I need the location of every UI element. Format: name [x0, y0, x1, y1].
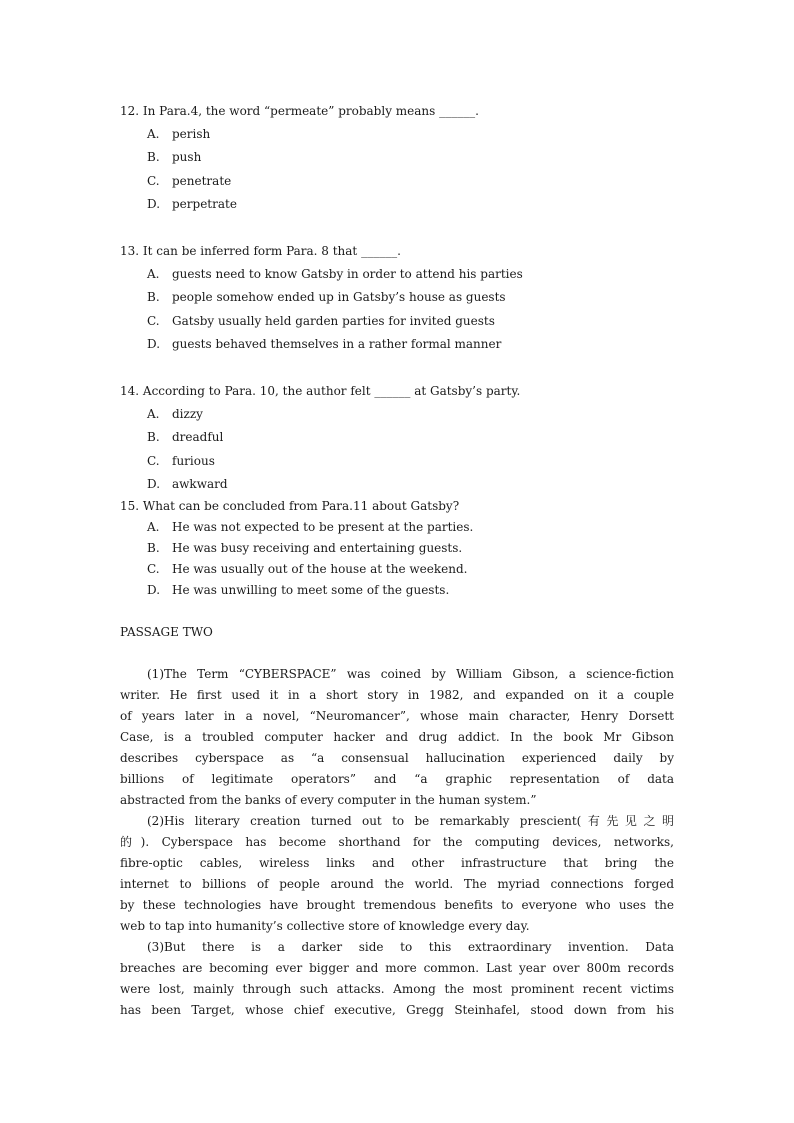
passage-line: (2)His literary creation turned out to be remarkably prescient(有先见之明: [147, 814, 674, 828]
option-text: penetrate: [172, 174, 232, 188]
option-text: perpetrate: [172, 197, 237, 211]
question-15-option-a: [147, 519, 473, 535]
option-text: Gatsby usually held garden parties for invited guests: [172, 314, 495, 328]
option-text: people somehow ended up in Gatsby’s house as guests: [172, 290, 506, 304]
passage-line: writer. He first used it in a short story in 1982, and expanded on it a couple: [120, 688, 674, 702]
option-text: He was busy receiving and entertaining guests.: [172, 541, 463, 555]
question-14-option-d: [147, 476, 228, 492]
question-13-option-a: [147, 266, 523, 282]
passage-heading: PASSAGE TWO: [120, 625, 213, 639]
question-12-option-c: [147, 173, 231, 189]
option-letter: A.: [147, 520, 160, 534]
question-14-stem: 14. According to Para. 10, the author felt ______ at Gatsby’s party.: [120, 384, 521, 398]
question-13-option-b: [147, 289, 506, 305]
option-text: perish: [172, 127, 211, 141]
option-text: awkward: [172, 477, 228, 491]
question-15-option-c: [147, 561, 467, 577]
option-text: dreadful: [172, 430, 224, 444]
option-text: He was not expected to be present at the parties.: [172, 520, 474, 534]
question-14-option-a: [147, 406, 203, 422]
passage-line: Case, is a troubled computer hacker and drug addict. In the book Mr Gibson: [120, 730, 674, 744]
option-letter: B.: [147, 290, 160, 304]
passage-line: by these technologies have brought tremendous benefits to everyone who uses the: [120, 898, 674, 912]
passage-line: (3)But there is a darker side to this extraordinary invention. Data: [147, 940, 674, 954]
option-letter: B.: [147, 430, 160, 444]
option-letter: D.: [147, 197, 161, 211]
passage-line: internet to billions of people around the world. The myriad connections forged: [120, 877, 674, 891]
option-letter: D.: [147, 583, 161, 597]
option-letter: C.: [147, 174, 160, 188]
option-letter: D.: [147, 337, 161, 351]
question-15-option-d: [147, 582, 449, 598]
option-text: guests need to know Gatsby in order to attend his parties: [172, 267, 523, 281]
passage-line: describes cyberspace as “a consensual hallucination experienced daily by: [120, 751, 674, 765]
option-text: push: [172, 150, 202, 164]
passage-line: breaches are becoming ever bigger and more common. Last year over 800m records: [120, 961, 674, 975]
passage-line: of years later in a novel, “Neuromancer”, whose main character, Henry Dorsett: [120, 709, 674, 723]
question-15-stem: 15. What can be concluded from Para.11 about Gatsby?: [120, 499, 460, 513]
option-letter: B.: [147, 541, 160, 555]
question-15-option-b: [147, 540, 462, 556]
passage-line: fibre-optic cables, wireless links and other infrastructure that bring the: [120, 856, 674, 870]
option-text: He was unwilling to meet some of the guests.: [172, 583, 450, 597]
option-letter: C.: [147, 314, 160, 328]
option-letter: D.: [147, 477, 161, 491]
option-text: dizzy: [172, 407, 203, 421]
question-14-option-c: [147, 453, 215, 469]
question-12-option-a: [147, 126, 210, 142]
option-letter: A.: [147, 267, 160, 281]
option-letter: A.: [147, 407, 160, 421]
option-text: guests behaved themselves in a rather formal manner: [172, 337, 502, 351]
option-text: furious: [172, 454, 215, 468]
question-13-option-c: [147, 313, 495, 329]
question-13-option-d: [147, 336, 501, 352]
passage-line: (1)The Term “CYBERSPACE” was coined by William Gibson, a science-fiction: [147, 667, 674, 681]
option-letter: B.: [147, 150, 160, 164]
question-13-stem: 13. It can be inferred form Para. 8 that ______.: [120, 244, 401, 258]
passage-line: web to tap into humanity’s collective store of knowledge every day.: [120, 919, 530, 933]
passage-line: abstracted from the banks of every computer in the human system.”: [120, 793, 537, 807]
question-14-option-b: [147, 429, 223, 445]
question-12-option-b: [147, 149, 201, 165]
passage-line: 的). Cyberspace has become shorthand for the computing devices, networks,: [120, 835, 674, 849]
option-letter: C.: [147, 562, 160, 576]
question-12-option-d: [147, 196, 237, 212]
option-letter: C.: [147, 454, 160, 468]
option-text: He was usually out of the house at the weekend.: [172, 562, 468, 576]
option-letter: A.: [147, 127, 160, 141]
question-12-stem: 12. In Para.4, the word “permeate” probably means ______.: [120, 104, 479, 118]
passage-line: were lost, mainly through such attacks. Among the most prominent recent victims: [120, 982, 674, 996]
passage-line: billions of legitimate operators” and “a graphic representation of data: [120, 772, 674, 786]
passage-line: has been Target, whose chief executive, Gregg Steinhafel, stood down from his: [120, 1003, 674, 1017]
